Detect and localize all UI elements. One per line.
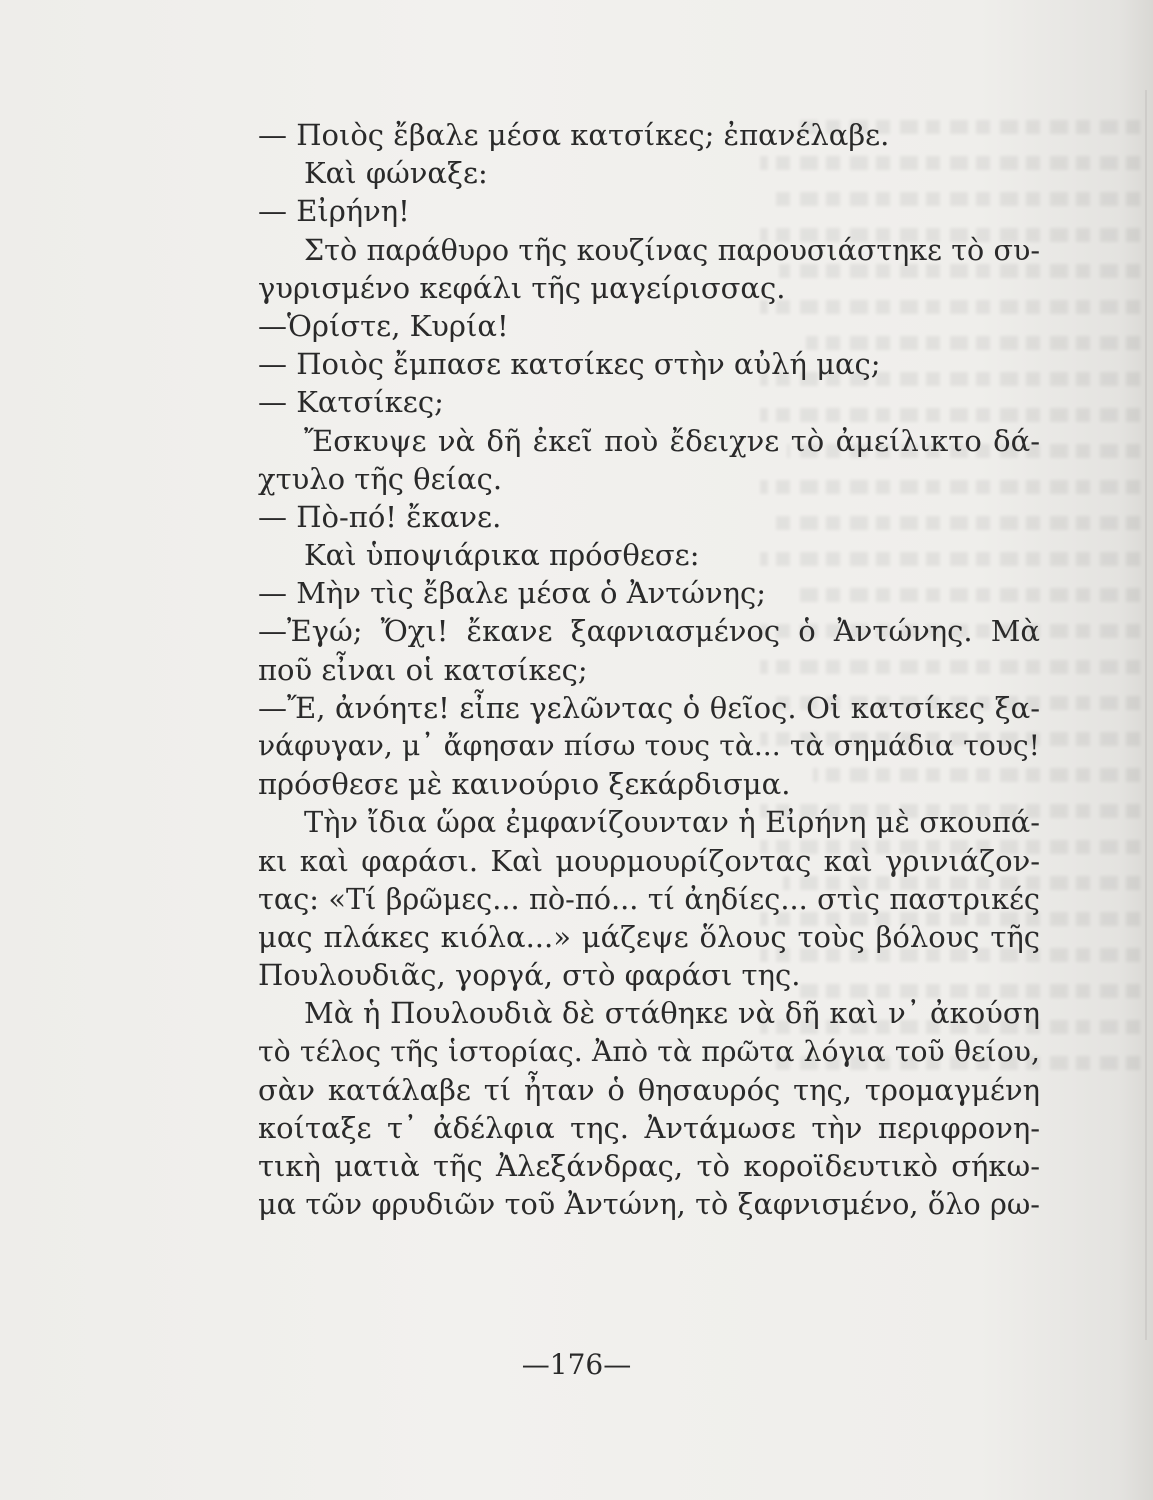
text-line: σὰν κατάλαβε τί ἦταν ὁ θησαυρός της, τρομαγμένη [258, 1072, 1040, 1107]
text-line: Τὴν ἴδια ὥρα ἐμφανίζουνταν ἡ Εἰρήνη μὲ σκουπά- [304, 805, 1040, 840]
text-line: Μὰ ἡ Πουλουδιὰ δὲ στάθηκε νὰ δῆ καὶ ν᾽ ἀκούση [304, 996, 1040, 1031]
text-line: μας πλάκες κιόλα...» μάζεψε ὅλους τοὺς βόλους τῆς [258, 919, 1040, 954]
text-line: μα τῶν φρυδιῶν τοῦ Ἀντώνη, τὸ ξαφνισμένο, ὅλο ρω- [258, 1187, 1040, 1222]
text-line: — Ποιὸς ἔμπασε κατσίκες στὴν αὐλή μας; [258, 347, 881, 382]
text-line: ποῦ εἶναι οἱ κατσίκες; [258, 652, 588, 687]
text-line: νάφυγαν, μ᾽ ἄφησαν πίσω τους τὰ... τὰ σημάδια τους! [258, 729, 1040, 762]
page-edge-shadow [1145, 90, 1147, 1340]
text-line: — Πὸ-πό! ἔκανε. [258, 499, 502, 534]
text-line: — Μὴν τὶς ἔβαλε μέσα ὁ Ἀντώνης; [258, 576, 766, 611]
text-line: — Εἰρήνη! [258, 194, 410, 229]
text-line: — Ποιὸς ἔβαλε μέσα κατσίκες; ἐπανέλαβε. [258, 118, 890, 152]
text-line: Στὸ παράθυρο τῆς κουζίνας παρουσιάστηκε τὸ συ- [304, 232, 1040, 267]
text-line: γυρισμένο κεφάλι τῆς μαγείρισσας. [258, 270, 786, 305]
page-number: —176— [521, 1348, 632, 1381]
text-line: —Ἔ, ἀνόητε! εἶπε γελῶντας ὁ θεῖος. Οἱ κατσίκες ξα- [258, 690, 1040, 725]
text-line: —Ὁρίστε, Κυρία! [258, 308, 509, 343]
text-line: πρόσθεσε μὲ καινούριο ξεκάρδισμα. [258, 767, 791, 802]
text-line: τὸ τέλος τῆς ἱστορίας. Ἀπὸ τὰ πρῶτα λόγια τοῦ θείου, [258, 1034, 1040, 1068]
text-line: Ἔσκυψε νὰ δῆ ἐκεῖ ποὺ ἔδειχνε τὸ ἀμείλικτο δά- [304, 423, 1040, 458]
text-line: κοίταξε τ᾽ ἀδέλφια της. Ἀντάμωσε τὴν περιφρονη- [258, 1110, 1040, 1145]
body-text [258, 116, 1040, 1223]
text-line: κι καὶ φαράσι. Καὶ μουρμουρίζοντας καὶ γρινιάζον- [258, 843, 1040, 878]
text-line: —Ἐγώ; Ὄχι! ἔκανε ξαφνιασμένος ὁ Ἀντώνης. Μὰ [258, 614, 1040, 649]
text-line: — Κατσίκες; [258, 385, 444, 420]
text-line: Καὶ φώναξε: [304, 156, 488, 191]
text-line: Πουλουδιᾶς, γοργά, στὸ φαράσι της. [258, 958, 801, 993]
text-line: τικὴ ματιὰ τῆς Ἀλεξάνδρας, τὸ κοροϊδευτικὸ σήκω- [258, 1149, 1040, 1184]
text-line: χτυλο τῆς θείας. [258, 461, 503, 496]
text-line: τας: «Τί βρῶμες... πὸ-πό... τί ἀηδίες... στὶς παστρικές [258, 881, 1040, 916]
text-line: Καὶ ὑποψιάρικα πρόσθεσε: [304, 538, 700, 573]
